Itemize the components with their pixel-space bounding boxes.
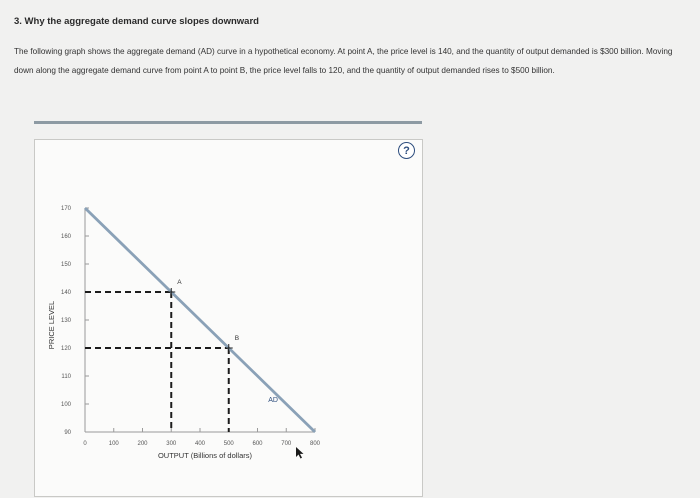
x-tick-label: 200 — [137, 441, 148, 447]
y-axis-title: PRICE LEVEL — [47, 300, 56, 350]
series-label: AD — [268, 397, 278, 404]
y-tick-label: 170 — [60, 206, 71, 212]
y-tick-label: 140 — [60, 290, 71, 296]
x-tick-label: 0 — [83, 441, 87, 447]
help-circle-icon: ? — [403, 144, 410, 157]
x-tick-label: 800 — [309, 441, 321, 447]
x-tick-label: 100 — [108, 441, 119, 447]
question-heading: 3. Why the aggregate demand curve slopes downward — [14, 16, 259, 27]
x-axis-title: OUTPUT (Billions of dollars) — [157, 451, 253, 460]
x-tick-label: 500 — [223, 441, 234, 447]
y-tick-label: 110 — [61, 374, 71, 380]
point-label: B — [234, 335, 240, 342]
mouse-cursor-icon — [296, 447, 304, 459]
point-label: A — [177, 279, 182, 286]
y-tick-label: 90 — [64, 430, 71, 436]
y-tick-label: 120 — [60, 346, 71, 352]
y-tick-label: 160 — [60, 234, 71, 240]
x-tick-label: 400 — [194, 441, 206, 447]
x-tick-label: 300 — [166, 441, 177, 447]
ad-curve — [85, 208, 315, 432]
y-tick-label: 130 — [60, 318, 71, 324]
x-tick-label: 700 — [281, 441, 292, 447]
y-tick-label: 150 — [60, 262, 71, 268]
question-intro: The following graph shows the aggregate demand (AD) curve in a hypothetical economy. At point A, the price level is 140, and the quantity of output demanded is $300 billion. Moving down along the aggregate demand curve from point A to point B, the price level falls to 120, and the quantity of output demanded rises to $500 billion. — [14, 47, 673, 75]
y-tick-label: 100 — [60, 402, 71, 408]
x-tick-label: 600 — [252, 441, 263, 447]
